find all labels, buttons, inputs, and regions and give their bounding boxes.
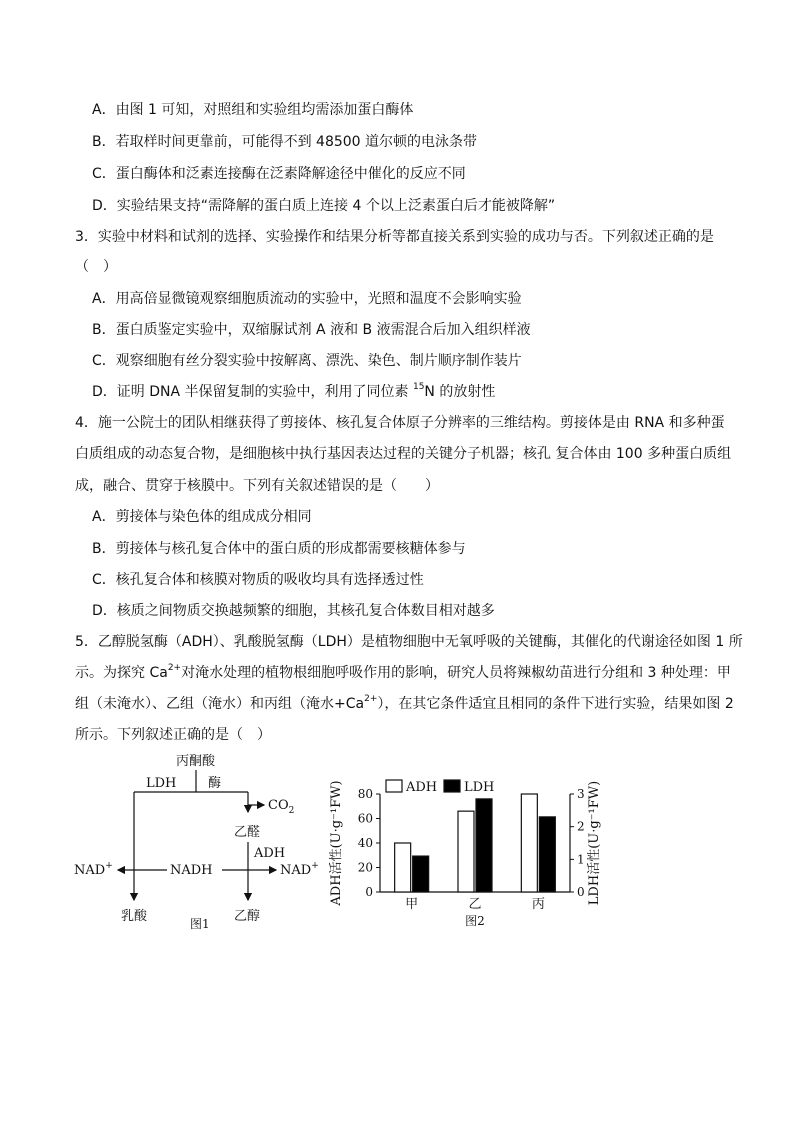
right-y-tick-label: 1 xyxy=(577,852,585,867)
q2-option-b: B．若取样时间更靠前，可能得不到 48500 道尔顿的电泳条带 xyxy=(92,134,478,150)
q5-stem-line3 xyxy=(75,694,734,714)
x-category-label: 丙 xyxy=(531,897,545,912)
x-category-label: 甲 xyxy=(405,897,419,912)
q5-stem-line4: 所示。下列叙述正确的是（ ） xyxy=(75,727,271,743)
figure2-bar-chart xyxy=(322,772,612,932)
q4-option-b: B．剪接体与核孔复合体中的蛋白质的形成都需要核糖体参与 xyxy=(92,541,466,557)
legend-label-adh: ADH xyxy=(406,780,438,795)
enzyme-label: 酶 xyxy=(208,776,222,791)
q2-option-c: C．蛋白酶体和泛素连接酶在泛素降解途径中催化的反应不同 xyxy=(92,166,466,182)
left-y-tick-label: 60 xyxy=(357,811,373,826)
q3-option-d-text-end: N 的放射性 xyxy=(424,384,496,400)
ethanol-label: 乙醇 xyxy=(234,909,261,924)
right-y-tick-label: 3 xyxy=(577,787,585,801)
bar-adh xyxy=(395,843,411,892)
q3-option-d-superscript: 15 xyxy=(412,382,425,393)
q5-stem-line2-text-end: 对淹水处理的植物根细胞呼吸作用的影响，研究人员将辣椒幼苗进行分组和 3 种处理：甲 xyxy=(181,665,731,681)
nad-right-label: NAD+ xyxy=(280,861,319,878)
q4-stem-line1: 4．施一公院士的团队相继获得了剪接体、核孔复合体原子分辨率的三维结构。剪接体是由 RNA 和多种蛋 xyxy=(75,415,725,431)
q4-option-c: C．核孔复合体和核膜对物质的吸收均具有选择透过性 xyxy=(92,572,424,588)
q3-option-d-text: D．证明 DNA 半保留复制的实验中，利用了同位素 xyxy=(92,384,413,400)
q5-stem-line3-text: 组（未淹水）、乙组（淹水）和丙组（淹水+Ca xyxy=(75,696,365,712)
q4-stem-line3: 成，融合、贯穿于核膜中。下列有关叙述错误的是（ ） xyxy=(75,478,439,494)
bar-adh xyxy=(458,811,474,892)
q2-option-d: D．实验结果支持“需降解的蛋白质上连接 4 个以上泛素蛋白后才能被降解” xyxy=(92,198,556,214)
q3-stem-line2: （ ） xyxy=(75,259,117,275)
left-y-axis-title: ADH活性(U·g⁻¹FW) xyxy=(329,780,344,906)
legend-swatch-ldh xyxy=(444,780,460,792)
q3-option-d xyxy=(92,382,495,402)
q3-stem-line1: 3．实验中材料和试剂的选择、实验操作和结果分析等都直接关系到实验的成功与否。下列叙述正确的是 xyxy=(75,229,714,245)
right-y-tick-label: 2 xyxy=(577,819,585,834)
q3-option-a: A．用高倍显微镜观察细胞质流动的实验中，光照和温度不会影响实验 xyxy=(92,291,522,307)
q5-stem-line2-superscript: 2+ xyxy=(167,663,182,674)
ldh-label: LDH xyxy=(146,776,177,791)
acetaldehyde-label: 乙醛 xyxy=(234,825,261,840)
figure2-caption: 图2 xyxy=(465,914,485,928)
figure1-caption: 图1 xyxy=(190,917,210,931)
legend-swatch-adh xyxy=(386,780,402,792)
left-y-tick-label: 40 xyxy=(357,836,373,850)
co2-label: $CO_2$ xyxy=(268,798,295,816)
x-category-label: 乙 xyxy=(468,897,482,912)
pyruvate-label: 丙酮酸 xyxy=(176,754,216,769)
nadh-label: NADH xyxy=(170,863,213,878)
legend-label-ldh: LDH xyxy=(464,780,495,795)
figure1-pathway-diagram xyxy=(66,750,326,932)
bar-ldh xyxy=(476,799,492,892)
bar-adh xyxy=(521,794,537,892)
left-y-tick-label: 20 xyxy=(357,860,373,875)
left-y-tick-label: 0 xyxy=(365,885,373,899)
q3-option-b: B．蛋白质鉴定实验中，双缩脲试剂 A 液和 B 液需混合后加入组织样液 xyxy=(92,322,531,338)
q5-stem-line3-superscript: 2+ xyxy=(364,694,378,705)
q5-stem-line2-text: 示。为探究 Ca xyxy=(75,665,168,681)
right-y-axis-title: LDH活性(U·g⁻¹FW) xyxy=(587,780,602,906)
right-y-tick-label: 0 xyxy=(577,885,585,899)
q5-stem-line3-text-end: ），在其它条件适宜且相同的条件下进行实验，结果如图 2 xyxy=(377,696,734,712)
q3-option-c: C．观察细胞有丝分裂实验中按解离、漂洗、染色、制片顺序制作装片 xyxy=(92,353,522,369)
bar-ldh xyxy=(413,856,429,892)
q2-option-a: A．由图 1 可知，对照组和实验组均需添加蛋白酶体 xyxy=(92,102,414,118)
q5-stem-line2 xyxy=(75,663,731,683)
nad-left-label: NAD+ xyxy=(74,861,113,878)
q4-stem-line2: 白质组成的动态复合物，是细胞核中执行基因表达过程的关键分子机器；核孔 复合体由 100 多种蛋白质组 xyxy=(75,446,732,462)
q4-option-a: A．剪接体与染色体的组成成分相同 xyxy=(92,509,312,525)
adh-label: ADH xyxy=(254,846,286,861)
q4-option-d: D．核质之间物质交换越频繁的细胞，其核孔复合体数目相对越多 xyxy=(92,603,495,619)
lactate-label: 乳酸 xyxy=(121,909,148,924)
left-y-tick-label: 80 xyxy=(357,787,373,801)
bar-ldh xyxy=(539,817,555,892)
q5-stem-line1: 5．乙醇脱氢酶（ADH）、乳酸脱氢酶（LDH）是植物细胞中无氧呼吸的关键酶，其催化的代谢途径如图 1 所 xyxy=(75,634,743,650)
